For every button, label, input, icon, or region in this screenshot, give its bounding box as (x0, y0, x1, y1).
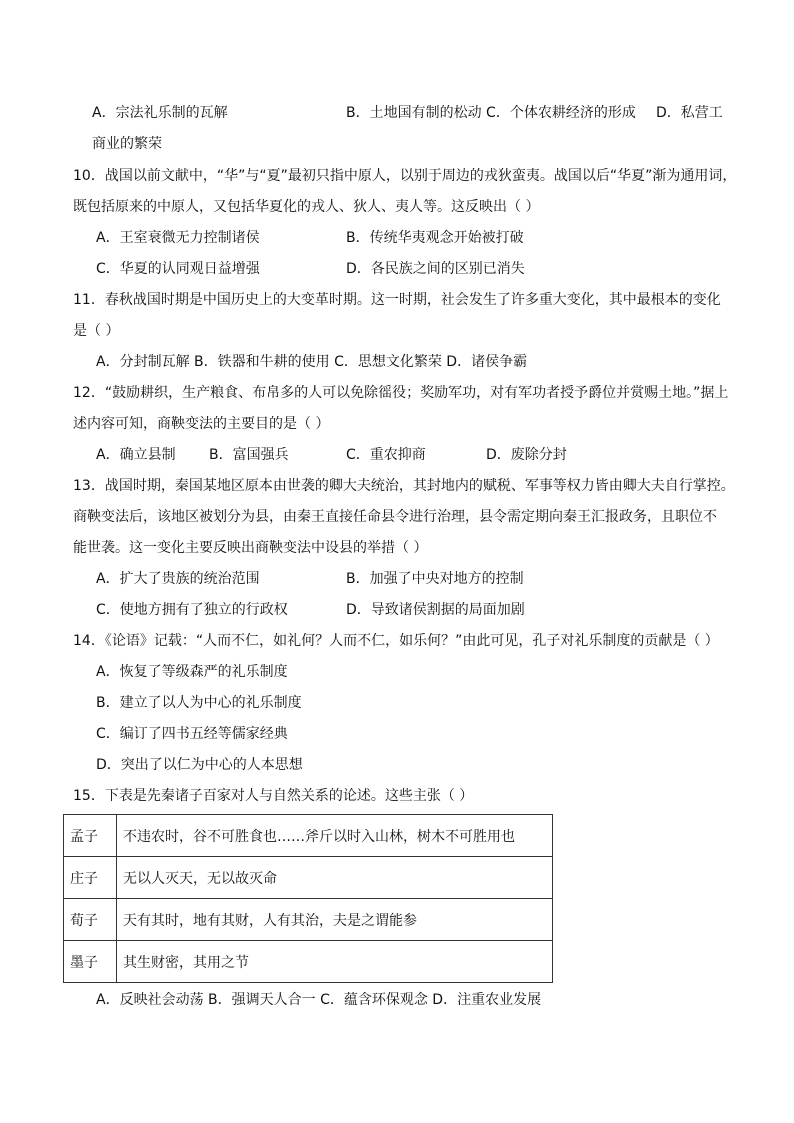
q11-stem-line1: 11．春秋战国时期是中国历史上的大变革时期。这一时期，社会发生了许多重大变化，其中最根本的变化 (73, 292, 721, 308)
table-row (64, 899, 553, 941)
q13-option-a: A．扩大了贵族的统治范围 (96, 571, 260, 587)
philosopher-name: 孟子 (64, 815, 117, 857)
q10-option-d: D．各民族之间的区别已消失 (346, 261, 525, 277)
q9-option-d-continued: 商业的繁荣 (92, 136, 162, 152)
q15-stem: 15．下表是先秦诸子百家对人与自然关系的论述。这些主张（ ） (73, 788, 474, 804)
q9-option-d: D．私营工 (656, 105, 723, 121)
q10-option-b: B．传统华夷观念开始被打破 (346, 230, 524, 246)
table-row (64, 815, 553, 857)
table-row (64, 857, 553, 899)
q14-option-d: D．突出了以仁为中心的人本思想 (96, 757, 303, 773)
q9-option-bc: B．土地国有制的松动 C．个体农耕经济的形成 (346, 105, 636, 121)
q10-stem-line2: 既包括原来的中原人，又包括华夏化的戎人、狄人、夷人等。这反映出（ ） (73, 199, 540, 215)
q12-stem-line2: 述内容可知，商鞅变法的主要目的是（ ） (73, 416, 330, 432)
q12-stem-line1: 12．“鼓励耕织，生产粮食、布帛多的人可以免除徭役；奖励军功，对有军功者授予爵位并赏赐土地。”据上 (73, 385, 729, 401)
q14-option-a: A．恢复了等级森严的礼乐制度 (96, 664, 288, 680)
q13-stem-line2: 商鞅变法后，该地区被划分为县，由秦王直接任命县令进行治理，县令需定期向秦王汇报政务，且职位不 (73, 509, 717, 525)
q13-stem-line1: 13．战国时期，秦国某地区原本由世袭的卿大夫统治，其封地内的赋税、军事等权力皆由卿大夫自行掌控。 (73, 478, 735, 494)
q12-option-c: C．重农抑商 (346, 447, 426, 463)
q9-option-a: A．宗法礼乐制的瓦解 (92, 105, 228, 121)
philosopher-quote: 其生财密，其用之节 (117, 941, 553, 983)
q12-option-a: A．确立县制 (96, 447, 176, 463)
q13-option-c: C．使地方拥有了独立的行政权 (96, 602, 288, 618)
q14-option-b: B．建立了以人为中心的礼乐制度 (96, 695, 302, 711)
table-row (64, 941, 553, 983)
q10-option-a: A．王室衰微无力控制诸侯 (96, 230, 260, 246)
q12-option-b: B．富国强兵 (209, 447, 289, 463)
q12-option-d: D．废除分封 (486, 447, 567, 463)
q10-stem-line1: 10．战国以前文献中，“华”与“夏”最初只指中原人，以别于周边的戎狄蛮夷。战国以后“华夏”渐为通用词， (73, 168, 737, 184)
q15-options: A．反映社会动荡 B．强调天人合一 C．蕴含环保观念 D．注重农业发展 (96, 992, 542, 1008)
philosopher-name: 庄子 (64, 857, 117, 899)
q13-option-b: B．加强了中央对地方的控制 (346, 571, 524, 587)
q14-option-c: C．编订了四书五经等儒家经典 (96, 726, 288, 742)
q15-philosophers-table (63, 814, 553, 983)
philosopher-quote: 无以人灭天，无以故灭命 (117, 857, 553, 899)
q13-option-d: D．导致诸侯割据的局面加剧 (346, 602, 525, 618)
philosopher-name: 墨子 (64, 941, 117, 983)
philosopher-quote: 不违农时，谷不可胜食也……斧斤以时入山林，树木不可胜用也 (117, 815, 553, 857)
philosopher-quote: 天有其时，地有其财，人有其治，夫是之谓能参 (117, 899, 553, 941)
q10-option-c: C．华夏的认同观日益增强 (96, 261, 260, 277)
q11-stem-line2: 是（ ） (73, 323, 120, 339)
q14-stem: 14．《论语》记载：“人而不仁，如礼何？人而不仁，如乐何？”由此可见，孔子对礼乐制度的贡献是（ ） (73, 633, 719, 649)
q11-options: A．分封制瓦解 B．铁器和牛耕的使用 C．思想文化繁荣 D．诸侯争霸 (96, 354, 528, 370)
philosopher-name: 荀子 (64, 899, 117, 941)
q13-stem-line3: 能世袭。这一变化主要反映出商鞅变法中设县的举措（ ） (73, 540, 428, 556)
